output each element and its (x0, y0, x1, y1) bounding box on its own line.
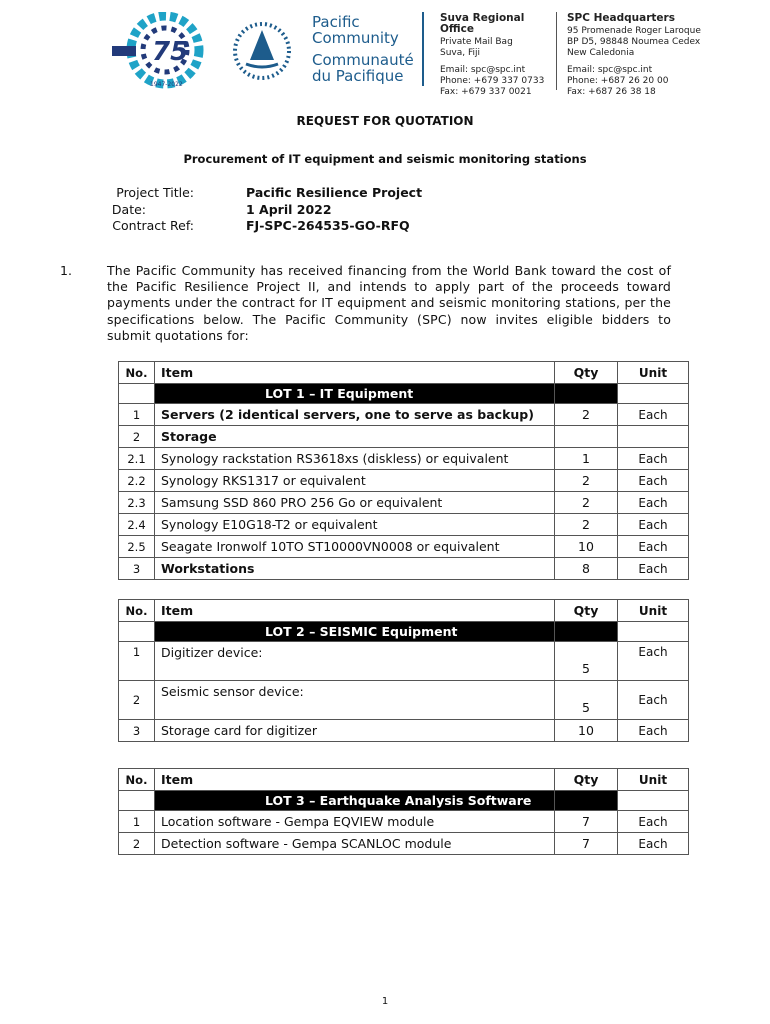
lot2-header-row (119, 600, 689, 622)
paragraph-number: 1. (60, 263, 72, 278)
table-row (119, 426, 689, 448)
row-qty: 2 (555, 404, 618, 426)
hq-email: Email: spc@spc.int (567, 65, 653, 75)
org-name-fr (312, 52, 422, 84)
row-qty: 2 (555, 492, 618, 514)
lot1-header-row (119, 362, 689, 384)
table-row (119, 833, 689, 855)
lot1-title: LOT 1 – IT Equipment (155, 384, 555, 404)
row-no: 1 (119, 811, 155, 833)
org-name-fr-line2: du Pacifique (312, 67, 404, 85)
org-name-en (312, 14, 422, 46)
org-name-fr-line1: Communauté (312, 51, 414, 69)
lot3-title-row (119, 791, 689, 811)
row-unit: Each (618, 681, 689, 720)
row-unit: Each (618, 642, 689, 681)
row-no: 2 (119, 681, 155, 720)
spc-75-anniversary-logo (110, 12, 210, 92)
suva-addr2: Suva, Fiji (440, 48, 481, 58)
row-item: Digitizer device: (155, 642, 555, 681)
lot2-title-row (119, 622, 689, 642)
row-qty: 10 (555, 720, 618, 742)
row-item: Servers (2 identical servers, one to serve as backup) (155, 404, 555, 426)
row-unit: Each (618, 720, 689, 742)
hq-office-block (567, 13, 707, 98)
row-unit: Each (618, 536, 689, 558)
suva-email: Email: spc@spc.int (440, 65, 526, 75)
row-no: 2.2 (119, 470, 155, 492)
row-unit: Each (618, 811, 689, 833)
date-label: Date: (111, 202, 146, 217)
header-divider (422, 12, 424, 86)
org-name-en-line2: Community (312, 29, 399, 47)
row-no: 2.1 (119, 448, 155, 470)
row-unit: Each (618, 492, 689, 514)
hq-office-title: SPC Headquarters (567, 12, 675, 24)
col-unit: Unit (618, 362, 689, 384)
row-qty: 5 (555, 642, 618, 681)
table-row (119, 642, 689, 681)
org-name-en-line1: Pacific (312, 13, 360, 31)
row-item: Storage card for digitizer (155, 720, 555, 742)
table-row (119, 448, 689, 470)
row-item: Location software - Gempa EQVIEW module (155, 811, 555, 833)
row-qty: 1 (555, 448, 618, 470)
row-unit: Each (618, 558, 689, 580)
row-qty: 7 (555, 811, 618, 833)
table-row (119, 811, 689, 833)
lot3-title: LOT 3 – Earthquake Analysis Software (155, 791, 555, 811)
table-row (119, 514, 689, 536)
suva-office-title: Suva Regional Office (440, 12, 525, 35)
hq-phone: Phone: +687 26 20 00 (567, 76, 669, 86)
contract-ref-value: FJ-SPC-264535-GO-RFQ (246, 218, 410, 233)
table-row (119, 681, 689, 720)
col-qty: Qty (555, 600, 618, 622)
row-item: Synology RKS1317 or equivalent (155, 470, 555, 492)
project-title-value: Pacific Resilience Project (246, 185, 423, 200)
row-item: Storage (155, 426, 555, 448)
row-no: 2 (119, 426, 155, 448)
table-row (119, 720, 689, 742)
row-qty: 5 (555, 681, 618, 720)
lot1-table (118, 361, 689, 580)
suva-fax: Fax: +679 337 0021 (440, 87, 532, 97)
document-title: REQUEST FOR QUOTATION (296, 114, 474, 128)
row-unit: Each (618, 833, 689, 855)
row-item: Detection software - Gempa SCANLOC module (155, 833, 555, 855)
col-qty: Qty (555, 769, 618, 791)
row-no: 1 (119, 642, 155, 681)
col-qty: Qty (555, 362, 618, 384)
logo-75-sub: 1947-2022 (150, 81, 183, 88)
col-no: No. (119, 769, 155, 791)
row-unit: Each (618, 514, 689, 536)
row-qty: 10 (555, 536, 618, 558)
lot3-table (118, 768, 689, 855)
row-qty: 7 (555, 833, 618, 855)
row-no: 2.5 (119, 536, 155, 558)
row-unit (618, 426, 689, 448)
lot1-title-row (119, 384, 689, 404)
row-no: 1 (119, 404, 155, 426)
row-item: Workstations (155, 558, 555, 580)
intro-paragraph: The Pacific Community has received financing from the World Bank toward the cost of the Pacific Resilience Project II, and intends to apply part of the proceeds toward payments under the contract for IT equipment and seismic monitoring stations, per the specifications below. The Pacific Community (SPC) now invites eligible bidders to submit quotations for: (107, 263, 671, 343)
table-row (119, 536, 689, 558)
row-qty: 2 (555, 514, 618, 536)
hq-addr3: New Caledonia (567, 48, 635, 58)
suva-addr1: Private Mail Bag (440, 37, 513, 47)
logo-75-text: 75 (152, 37, 189, 67)
lot2-title: LOT 2 – SEISMIC Equipment (155, 622, 555, 642)
row-no: 2.4 (119, 514, 155, 536)
row-item: Samsung SSD 860 PRO 256 Go or equivalent (155, 492, 555, 514)
col-unit: Unit (618, 600, 689, 622)
project-title-label: Project Title: (116, 185, 194, 200)
col-item: Item (155, 769, 555, 791)
row-no: 3 (119, 720, 155, 742)
lot3-header-row (119, 769, 689, 791)
table-row (119, 404, 689, 426)
row-unit: Each (618, 448, 689, 470)
row-qty: 8 (555, 558, 618, 580)
document-subtitle: Procurement of IT equipment and seismic monitoring stations (183, 152, 587, 166)
row-no: 3 (119, 558, 155, 580)
col-item: Item (155, 362, 555, 384)
table-row (119, 558, 689, 580)
hq-addr2: BP D5, 98848 Noumea Cedex (567, 37, 701, 47)
row-qty (555, 426, 618, 448)
row-unit: Each (618, 404, 689, 426)
row-item: Synology E10G18-T2 or equivalent (155, 514, 555, 536)
col-unit: Unit (618, 769, 689, 791)
table-row (119, 470, 689, 492)
row-item: Seagate Ironwolf 10TO ST10000VN0008 or equivalent (155, 536, 555, 558)
hq-fax: Fax: +687 26 38 18 (567, 87, 656, 97)
suva-office-block (440, 13, 552, 98)
row-no: 2 (119, 833, 155, 855)
suva-phone: Phone: +679 337 0733 (440, 76, 545, 86)
spc-logo (232, 16, 292, 86)
table-row (119, 492, 689, 514)
col-item: Item (155, 600, 555, 622)
row-item: Synology rackstation RS3618xs (diskless) or equivalent (155, 448, 555, 470)
lot2-table (118, 599, 689, 742)
row-qty: 2 (555, 470, 618, 492)
date-value: 1 April 2022 (246, 202, 332, 217)
row-unit: Each (618, 470, 689, 492)
row-item: Seismic sensor device: (155, 681, 555, 720)
page-number: 1 (381, 996, 389, 1007)
header-divider-2 (556, 12, 557, 90)
col-no: No. (119, 600, 155, 622)
col-no: No. (119, 362, 155, 384)
contract-ref-label: Contract Ref: (112, 218, 194, 233)
hq-addr1: 95 Promenade Roger Laroque (567, 26, 701, 36)
row-no: 2.3 (119, 492, 155, 514)
